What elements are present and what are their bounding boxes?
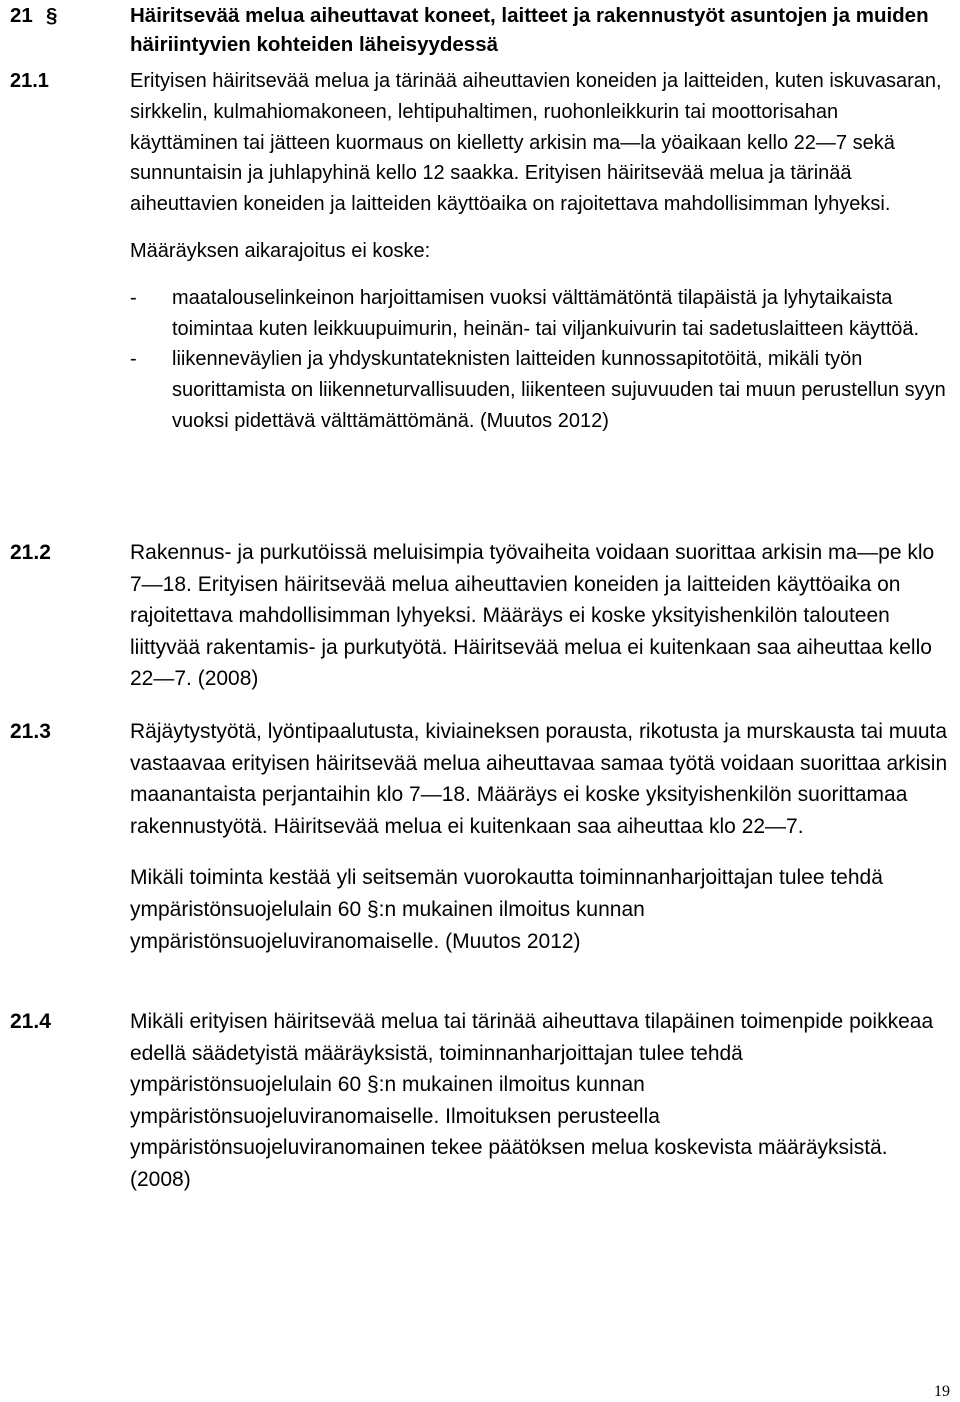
subsection-number: 21.2 [10,541,51,564]
section-symbol: § [46,4,58,27]
list-item-text: liikenneväylien ja yhdyskuntateknisten laitteiden kunnossapitotöitä, mikäli työn suorittamista on liikenneturvallisuuden, liikenteen sujuvuuden tai muun perustellun syyn vuoksi pidettävä välttämättömänä. (Muutos 2012) [172,348,946,432]
list-item [130,344,950,436]
list-marker: - [130,286,137,309]
list-item [130,283,950,345]
subsection-21-1 [10,66,950,437]
list-marker: - [130,348,137,371]
paragraph: Määräyksen aikarajoitus ei koske: [130,239,431,262]
section-number: 21 [10,4,33,27]
paragraph: Rakennus- ja purkutöissä meluisimpia työvaiheita voidaan suorittaa arkisin ma—pe klo 7—18. Erityisen häiritsevää melua aiheuttavien koneiden ja laitteiden käyttöaika on rajoitettava mahdollisimman lyhyeksi. Määräys ei koske yksityishenkilön talouteen liittyvää rakentamis- ja purkutyötä. Häiritsevää melua ei kuitenkaan saa aiheuttaa kello 22—7. (2008) [130,541,935,691]
exception-list [130,283,950,437]
subsection-21-3 [10,716,950,957]
paragraph: Mikäli toiminta kestää yli seitsemän vuorokautta toiminnanharjoittajan tulee tehdä ympäristönsuojelulain 60 §:n mukainen ilmoitus kunnan ympäristönsuojeluviranomaiselle. (Muutos 2012) [130,866,883,953]
subsection-number: 21.1 [10,70,49,92]
page-number: 19 [934,1383,950,1400]
subsection-number: 21.3 [10,720,51,743]
paragraph: Räjäytystyötä, lyöntipaalutusta, kiviaineksen porausta, rikotusta ja murskausta tai muuta vastaavaa erityisen häiritsevää melua aiheuttavaa samaa työtä voidaan suorittaa arkisin maanantaista perjantaihin klo 7—18. Määräys ei koske yksityishenkilön suorittamaa rakennustyötä. Häiritsevää melua ei kuitenkaan saa aiheuttaa klo 22—7. [130,720,948,838]
subsection-number: 21.4 [10,1010,51,1033]
paragraph: Mikäli erityisen häiritsevää melua tai tärinää aiheuttava tilapäinen toimenpide poikkeaa edellä säädetyistä määräyksistä, toiminnanharjoittajan tulee tehdä ympäristönsuojelulain 60 §:n mukainen ilmoitus kunnan ympäristönsuojeluviranomaiselle. Ilmoituksen perusteella ympäristönsuojeluviranomainen tekee päätöksen melua koskevista määräyksistä. (2008) [130,1010,934,1191]
section-title: Häiritsevää melua aiheuttavat koneet, laitteet ja rakennustyöt asuntojen ja muiden häiriintyvien kohteiden läheisyydessä [130,4,929,56]
section-heading [10,1,950,59]
subsection-21-4 [10,1006,950,1196]
paragraph: Erityisen häiritsevää melua ja tärinää aiheuttavien koneiden ja laitteiden, kuten iskuvasaran, sirkkelin, kulmahiomakoneen, lehtipuhaltimen, ruohonleikkurin tai moottorisahan käyttäminen tai jätteen kuormaus on kielletty arkisin ma—la yöaikaan kello 22—7 sekä sunnuntaisin ja juhlapyhinä kello 12 saakka. Erityisen häiritsevää melua ja tärinää aiheuttavien koneiden ja laitteiden käyttöaika on rajoitettava mahdollisimman lyhyeksi. [130,70,942,216]
subsection-21-2 [10,537,950,695]
list-item-text: maatalouselinkeinon harjoittamisen vuoksi välttämätöntä tilapäistä ja lyhytaikaista toimintaa kuten leikkuupuimurin, heinän- tai viljankuivurin tai sadetuslaitteen käyttöä. [172,286,920,340]
